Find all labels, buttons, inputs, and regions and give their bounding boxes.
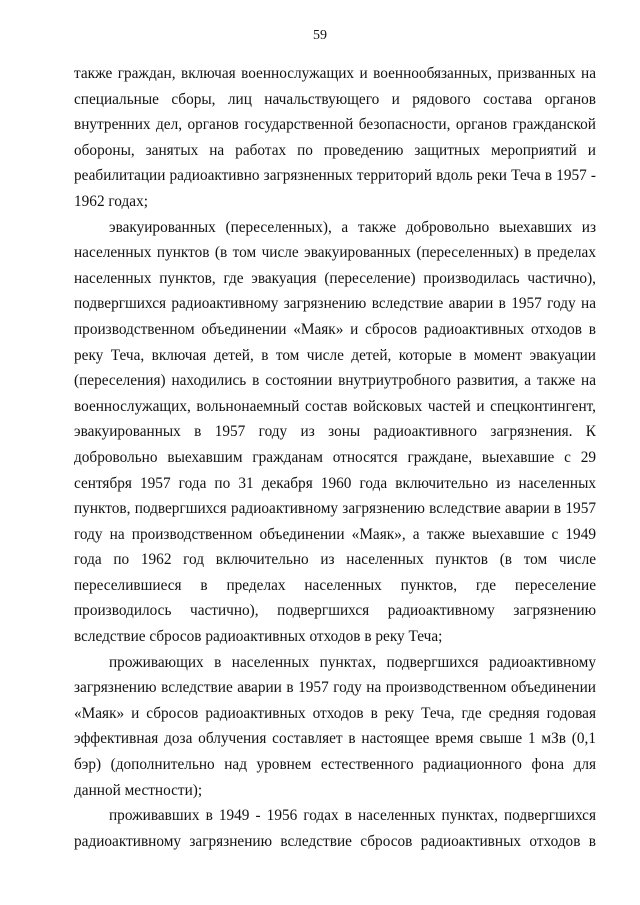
text-line: 1962 годах; [74, 192, 148, 210]
text-line: радиоактивному загрязнению вследствие сбросов радиоактивных отходов в [74, 832, 596, 850]
text-line: переселившиеся в пределах населенных пунктов, где переселение [74, 576, 596, 594]
text-line: населенных пунктов, где эвакуация (переселение) производилась частично), [74, 269, 596, 287]
text-line: «Маяк» и сбросов радиоактивных отходов в реку Теча, где средняя годовая [74, 704, 596, 722]
text-line: году на производственном объединении «Маяк», а также выехавшие с 1949 [74, 525, 596, 543]
text-line: специальные сборы, лиц начальствующего и рядового состава органов [74, 90, 596, 108]
text-line: военнослужащих, вольнонаемный состав войсковых частей и спецконтингент, [74, 397, 596, 415]
text-line: сентября 1957 года по 31 декабря 1960 года включительно из населенных [74, 474, 596, 492]
text-line: эвакуированных (переселенных), а также добровольно выехавших из [109, 218, 596, 236]
paragraph [74, 215, 596, 650]
document-body [74, 61, 596, 854]
text-line: проживавших в 1949 - 1956 годах в населенных пунктах, подвергшихся [109, 807, 596, 825]
text-line: населенных пунктов (в том числе эвакуированных (переселенных) в пределах [74, 244, 596, 262]
text-line: данной местности); [74, 781, 203, 799]
text-line: обороны, занятых на работах по проведению защитных мероприятий и [74, 141, 596, 159]
text-line: внутренних дел, органов государственной безопасности, органов гражданской [74, 116, 596, 134]
text-line: также граждан, включая военнослужащих и военнообязанных, призванных на [74, 65, 596, 82]
text-line: проживающих в населенных пунктах, подвергшихся радиоактивному [109, 653, 596, 671]
paragraph [74, 61, 596, 215]
text-line: эффективная доза облучения составляет в настоящее время свыше 1 мЗв (0,1 [74, 730, 596, 748]
text-line: подвергшихся радиоактивному загрязнению вследствие аварии в 1957 году на [74, 295, 596, 313]
text-line: пунктов, подвергшихся радиоактивному загрязнению вследствие аварии в 1957 [74, 500, 596, 518]
text-line: реку Теча, включая детей, в том числе детей, которые в момент эвакуации [74, 346, 596, 364]
paragraph [74, 803, 596, 854]
paragraph [74, 650, 596, 804]
text-line: добровольно выехавшим гражданам относятся граждане, выехавшие с 29 [74, 448, 596, 466]
text-line: года по 1962 год включительно из населенных пунктов (в том числе [74, 551, 596, 569]
text-line: (переселения) находились в состоянии внутриутробного развития, а также на [74, 372, 596, 390]
page-number: 59 [313, 28, 327, 43]
text-line: производственном объединении «Маяк» и сбросов радиоактивных отходов в [74, 320, 596, 338]
text-line: эвакуированных в 1957 году из зоны радиоактивного загрязнения. К [74, 423, 596, 441]
text-line: загрязнению вследствие аварии в 1957 году на производственном объединении [74, 679, 596, 697]
text-line: производилось частично), подвергшихся радиоактивному загрязнению [74, 602, 596, 620]
text-line: реабилитации радиоактивно загрязненных территорий вдоль реки Теча в 1957 - [74, 167, 596, 185]
text-line: бэр) (дополнительно над уровнем естественного радиационного фона для [74, 756, 596, 774]
text-line: вследствие сбросов радиоактивных отходов в реку Теча; [74, 628, 443, 646]
